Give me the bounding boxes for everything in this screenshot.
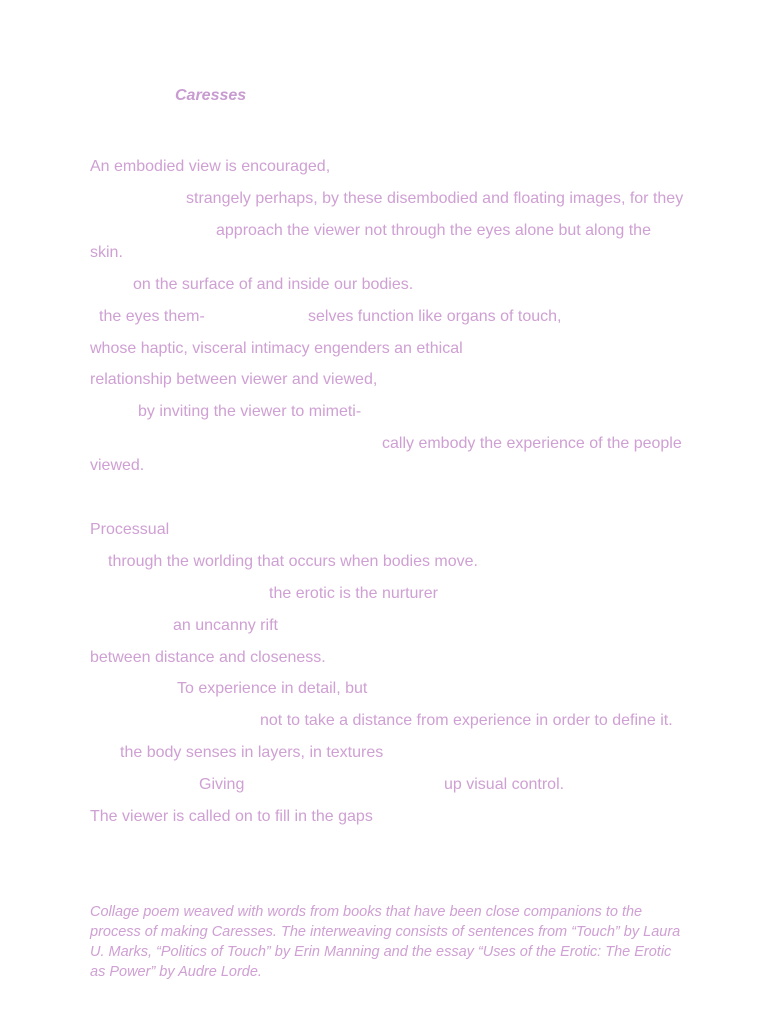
poem-line-5b: selves function like organs of touch, — [308, 308, 562, 325]
poem-line-13: an uncanny rift — [173, 617, 278, 634]
poem-line-18a: Giving — [199, 776, 245, 793]
poem-line-16: not to take a distance from experience in order to define it. — [260, 712, 673, 729]
poem-line-6: whose haptic, visceral intimacy engenders an ethical — [90, 340, 463, 357]
poem-line-10: Processual — [90, 521, 170, 538]
poem-line-17: the body senses in layers, in textures — [120, 744, 384, 761]
source-note: Collage poem weaved with words from books that have been close companions to the process of making Caresses. The interweaving consists of sentences from “Touch” by Laura U. Marks, “Politics of Touch” by Erin Manning and the essay “Uses of the Erotic: The Erotic as Power” by Audre Lorde. — [90, 904, 681, 980]
poem-line-14: between distance and closeness. — [90, 649, 326, 666]
poem-line-8: by inviting the viewer to mimeti- — [138, 403, 362, 420]
poem-line-3a: approach the viewer not through the eyes alone but along the — [216, 222, 651, 239]
poem-line-9b: viewed. — [90, 457, 145, 474]
poem-line-1: An embodied view is encouraged, — [90, 158, 331, 175]
poem-line-12: the erotic is the nurturer — [269, 585, 438, 602]
poem-line-7: relationship between viewer and viewed, — [90, 371, 378, 388]
poem-line-11: through the worlding that occurs when bodies move. — [108, 553, 478, 570]
poem-line-5a: the eyes them- — [99, 308, 205, 325]
poem-line-15: To experience in detail, but — [177, 680, 368, 697]
poem-title: Caresses — [175, 87, 247, 104]
poem-line-2: strangely perhaps, by these disembodied and floating images, for they — [186, 190, 684, 207]
poem-line-4: on the surface of and inside our bodies. — [133, 276, 414, 293]
poem-line-3b: skin. — [90, 244, 123, 261]
poem-line-9a: cally embody the experience of the people — [382, 435, 682, 452]
poem-line-19: The viewer is called on to fill in the gaps — [90, 808, 373, 825]
poem-line-18b: up visual control. — [444, 776, 565, 793]
